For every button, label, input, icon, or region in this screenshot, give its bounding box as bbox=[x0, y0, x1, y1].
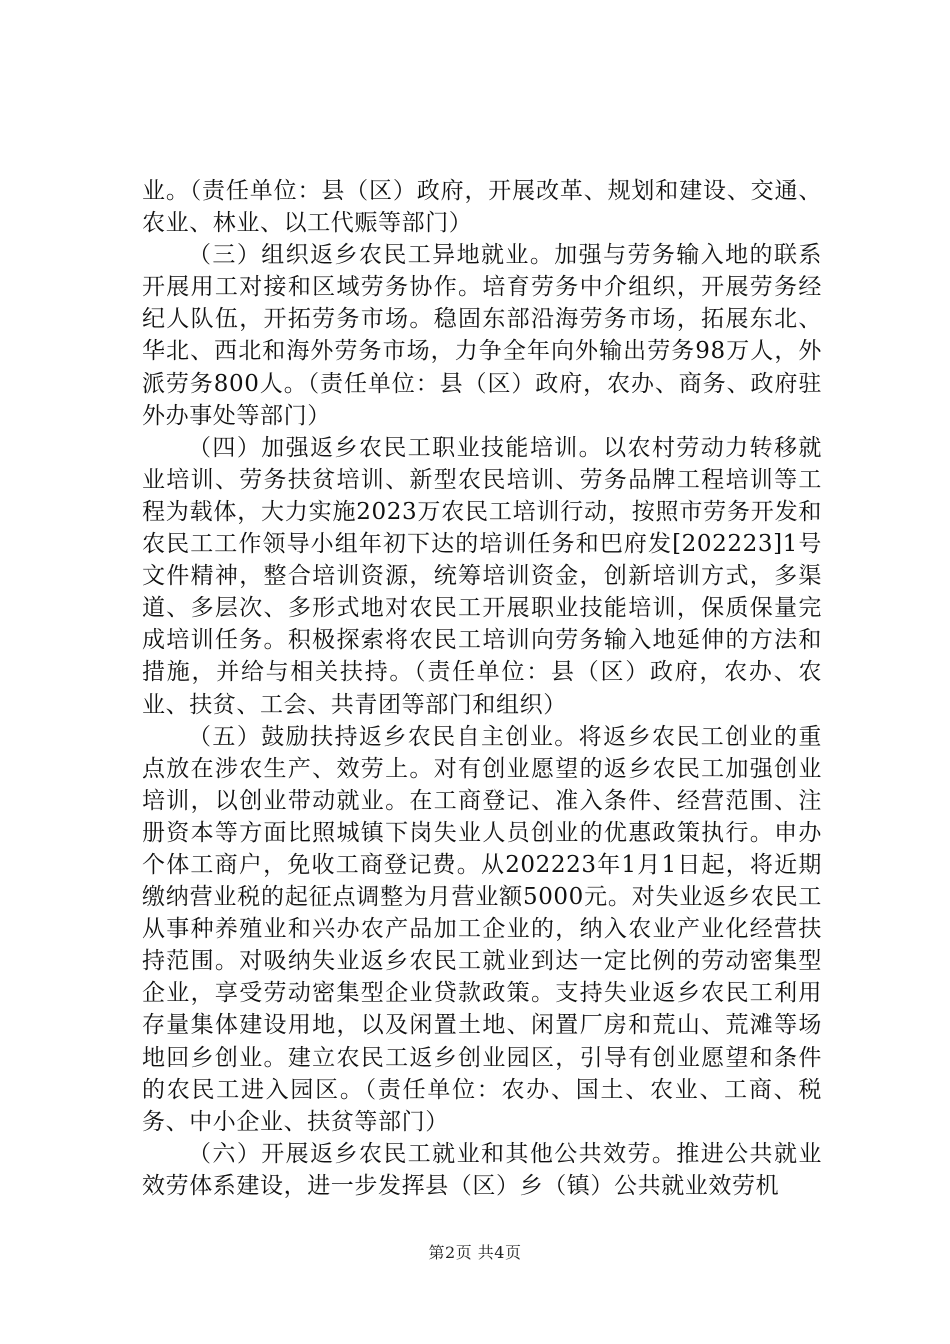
paragraph-three-remote-employment: （三）组织返乡农民工异地就业。加强与劳务输入地的联系开展用工对接和区域劳务协作。培育劳务中介组织，开展劳务经纪人队伍，开拓劳务市场。稳固东部沿海劳务市场，拓展东北、华北、西北和海外劳务市场，力争全年向外输出劳务98万人，外派劳务800人。（责任单位：县（区）政府，农办、商务、政府驻外办事处等部门） bbox=[142, 242, 822, 429]
paragraph-four-skills-training: （四）加强返乡农民工职业技能培训。以农村劳动力转移就业培训、劳务扶贫培训、新型农民培训、劳务品牌工程培训等工程为载体，大力实施2023万农民工培训行动，按照市劳务开发和农民工工作领导小组年初下达的培训任务和巴府发[202223]1号文件精神，整合培训资源，统筹培训资金，创新培训方式，多渠道、多层次、多形式地对农民工开展职业技能培训，保质保量完成培训任务。积极探索将农民工培训向劳务输入地延伸的方法和措施，并给与相关扶持。（责任单位：县（区）政府，农办、农业、扶贫、工会、共青团等部门和组织） bbox=[142, 434, 822, 718]
paragraph-continuation: 业。（责任单位：县（区）政府，开展改革、规划和建设、交通、农业、林业、以工代赈等部门） bbox=[142, 178, 822, 237]
paragraph-six-public-services: （六）开展返乡农民工就业和其他公共效劳。推进公共就业效劳体系建设，进一步发挥县（区）乡（镇）公共就业效劳机 bbox=[142, 1140, 822, 1199]
document-body bbox=[142, 175, 822, 1202]
paragraph-five-entrepreneurship: （五）鼓励扶持返乡农民自主创业。将返乡农民工创业的重点放在涉农生产、效劳上。对有创业愿望的返乡农民工加强创业培训，以创业带动就业。在工商登记、准入条件、经营范围、注册资本等方面比照城镇下岗失业人员创业的优惠政策执行。申办个体工商户，免收工商登记费。从202223年1月1日起，将近期缴纳营业税的起征点调整为月营业额5000元。对失业返乡农民工从事种养殖业和兴办农产品加工企业的，纳入农业产业化经营扶持范围。对吸纳失业返乡农民工就业到达一定比例的劳动密集型企业，享受劳动密集型企业贷款政策。支持失业返乡农民工利用存量集体建设用地，以及闲置土地、闲置厂房和荒山、荒滩等场地回乡创业。建立农民工返乡创业园区，引导有创业愿望和条件的农民工进入园区。（责任单位：农办、国土、农业、工商、税务、中小企业、扶贫等部门） bbox=[142, 723, 822, 1135]
page-footer: 第2页 共4页 bbox=[428, 1243, 522, 1262]
